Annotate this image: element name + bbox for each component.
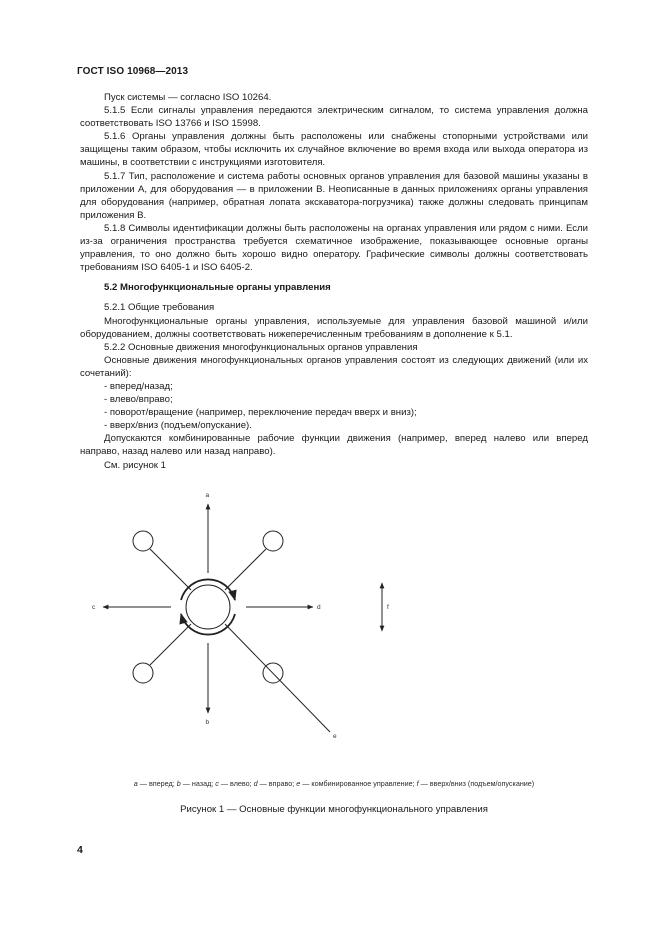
label-a: a — [205, 492, 210, 499]
paragraph: 5.1.5 Если сигналы управления передаются электрическим сигналом, то система управления должна соответствовать ISO 13766 и ISO 15998. — [80, 105, 588, 130]
list-item: - влево/вправо; — [104, 394, 173, 406]
legend-key: d — [253, 779, 258, 788]
body-text — [80, 91, 588, 472]
label-b: b — [205, 719, 210, 726]
circle-forward-left — [133, 531, 153, 551]
document-header: ГОСТ ISO 10968—2013 — [77, 66, 189, 77]
legend-key: a — [133, 779, 138, 788]
diagonal-ll — [150, 624, 191, 665]
diagonal-ur — [225, 549, 266, 590]
paragraph: 5.1.6 Органы управления должны быть расположены или снабжены стопорными устройствами или защищены таким образом, чтобы исключить их случайное включение во время входа или выхода оператора из машины, в соответствии с инструкциями изготовителя. — [80, 131, 588, 169]
legend-key: f — [416, 779, 419, 788]
movement-list — [80, 380, 588, 432]
list-item: - поворот/вращение (например, переключение передач вверх и вниз); — [104, 407, 417, 419]
figure-legend — [80, 779, 588, 788]
page-number: 4 — [77, 844, 83, 856]
circle-backward-left — [133, 663, 153, 683]
section-heading: 5.2 Многофункциональные органы управления — [104, 282, 331, 294]
rotation-arc-top — [181, 579, 235, 600]
legend-key: c — [215, 779, 219, 788]
diagonal-lr — [225, 624, 330, 732]
list-item: - вперед/назад; — [104, 380, 173, 392]
legend-text: — вправо; — [257, 779, 297, 788]
rotation-arc-bottom — [181, 614, 235, 635]
paragraph: Пуск системы — согласно ISO 10264. — [104, 92, 272, 103]
label-e: e — [333, 733, 337, 740]
circle-forward-right — [263, 531, 283, 551]
legend-key: e — [296, 779, 301, 788]
legend-text: — назад; — [180, 779, 216, 788]
label-f: f — [387, 604, 389, 611]
legend-key: b — [176, 779, 181, 788]
paragraph: 5.2.1 Общие требования — [104, 302, 215, 314]
legend-text: — комбинированное управление; — [300, 779, 417, 788]
paragraph: 5.1.7 Тип, расположение и система работы основных органов управления для базовой машины указаны в приложении А, для оборудования — в приложении В. Неописанные в данных приложениях органы управления для оборудования (например, обратная лопата экскаватора-погрузчика) также должны следовать принципам приложения В. — [80, 170, 588, 221]
figure-1 — [80, 488, 588, 748]
paragraph: Основные движения многофункциональных органов управления состоят из следующих движений (или их сочетаний): — [80, 354, 588, 379]
figure-caption: Рисунок 1 — Основные функции многофункционального управления — [180, 804, 488, 815]
central-knob — [186, 585, 230, 629]
paragraph: 5.1.8 Символы идентификации должны быть расположены на органах управления или рядом с ними. Если из-за ограничения пространства требуется схематичное изображение, показывающее основные органы управления, то оно должно быть хорошо видно оператору. Графические символы должны соответствовать требованиям ISO 6405-1 и ISO 6405-2. — [80, 222, 588, 274]
paragraph: Многофункциональные органы управления, используемые для управления базовой машиной и/или оборудованием, должны соответствовать нижеперечисленным требованиям в дополнение к 5.1. — [80, 315, 588, 340]
label-c: c — [92, 604, 96, 611]
legend-text: — вперед; — [137, 779, 177, 788]
paragraph: См. рисунок 1 — [104, 459, 166, 471]
diagonal-ul — [150, 549, 191, 590]
paragraph: 5.2.2 Основные движения многофункциональных органов управления — [104, 341, 418, 353]
label-d: d — [317, 604, 321, 611]
legend-text: — вверх/вниз (подъем/опускание) — [418, 779, 535, 788]
list-item: - вверх/вниз (подъем/опускание). — [104, 420, 252, 432]
paragraph: Допускаются комбинированные рабочие функции движения (например, вперед налево или вперед направо, назад налево или назад направо). — [80, 433, 588, 458]
legend-text: — влево; — [218, 779, 254, 788]
control-diagram — [80, 488, 588, 748]
